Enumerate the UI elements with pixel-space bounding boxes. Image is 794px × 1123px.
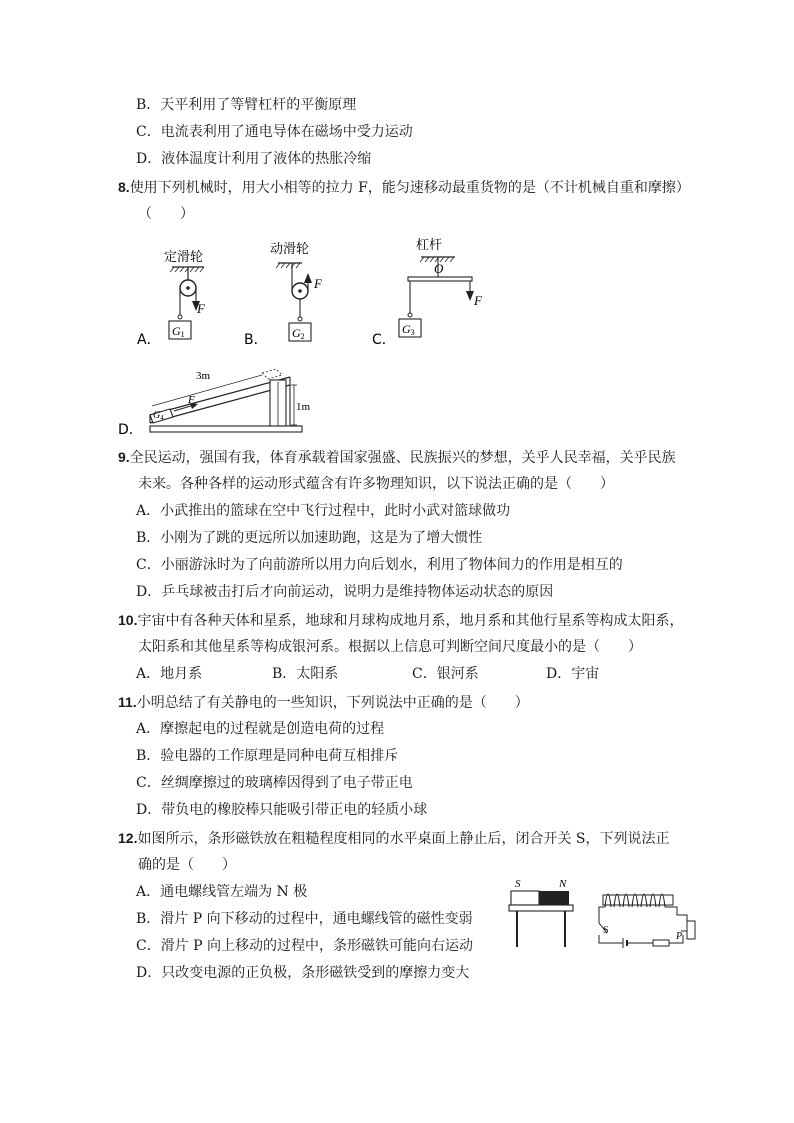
q12-number: 12. xyxy=(118,830,138,846)
q8-figure-a-fixed-pulley xyxy=(164,249,206,339)
fig-a-force: F xyxy=(197,301,205,316)
q11-stem xyxy=(118,693,529,712)
q12-option-d: D．只改变电源的正负极，条形磁铁受到的摩擦力变大 xyxy=(136,965,470,981)
q9-stem-line1: 全民运动，强国有我，体育承载着国家强盛、民族振兴的梦想，关乎人民幸福，关乎民族 xyxy=(129,450,676,466)
q8-option-d-label: D． xyxy=(118,422,143,438)
q8-figure-d-incline xyxy=(150,369,311,432)
q10-stem xyxy=(118,611,683,630)
q8-option-b-label: B． xyxy=(244,332,268,348)
q11-option-d: D．带负电的橡胶棒只能吸引带正电的轻质小球 xyxy=(136,802,428,818)
q11-option-c: C．丝绸摩擦过的玻璃棒因得到了电子带正电 xyxy=(136,775,413,791)
fig-b-force: F xyxy=(314,276,322,291)
q10-number: 10. xyxy=(118,612,138,628)
q12-option-a: A．通电螺线管左端为 N 极 xyxy=(136,884,308,900)
q9-option-b: B．小刚为了跳的更远所以加速助跑，这是为了增大惯性 xyxy=(136,530,483,546)
fig-d-force: F xyxy=(188,394,195,406)
fig-a-g-sub: 1 xyxy=(180,330,185,339)
q12-stem xyxy=(118,829,670,848)
q11-option-b: B．验电器的工作原理是同种电荷互相排斥 xyxy=(136,748,399,764)
q10-option-a: A．地月系 xyxy=(136,666,203,682)
q8-option-a-label: A． xyxy=(137,332,161,348)
fig-b-title: 动滑轮 xyxy=(270,242,310,257)
q8-number: 8. xyxy=(118,179,130,195)
fig-a-title: 定滑轮 xyxy=(164,250,204,265)
fig-c-title: 杠杆 xyxy=(416,238,443,253)
fig-b-g: G xyxy=(292,326,301,340)
q10-stem-line2: 太阳系和其他星系等构成银河系。根据以上信息可判断空间尺度最小的是（ ） xyxy=(138,639,642,655)
q8-stem xyxy=(118,178,690,197)
fig-c-force: F xyxy=(474,293,482,308)
q9-option-d: D．乒乓球被击打后才向前运动，说明力是维持物体运动状态的原因 xyxy=(136,584,554,600)
q8-figure-b-movable-pulley xyxy=(270,241,323,341)
fig-d-length: 3m xyxy=(196,370,211,382)
fig12-p-label: P xyxy=(676,931,683,942)
fig-c-g: G xyxy=(402,322,411,336)
q12-option-c: C．滑片 P 向上移动的过程中，条形磁铁可能向右运动 xyxy=(136,938,474,954)
q12-stem-line1: 如图所示，条形磁铁放在粗糙程度相同的水平桌面上静止后，闭合开关 S，下列说法正 xyxy=(137,831,670,847)
fig-a-g: G xyxy=(172,324,181,338)
q8-option-c-label: C． xyxy=(372,332,396,348)
fig12-switch-label: S xyxy=(603,925,609,936)
q8-stem-line2: （ ） xyxy=(138,206,194,222)
q8-stem-line1: 使用下列机械时，用大小相等的拉力 F，能匀速移动最重货物的是（不计机械自重和摩擦） xyxy=(129,180,690,196)
fig-b-g-sub: 2 xyxy=(300,332,305,341)
fig-c-g-sub: 3 xyxy=(410,328,415,337)
q8-figures xyxy=(0,225,794,445)
q10-option-c: C．银河系 xyxy=(412,666,479,682)
q11-option-a: A．摩擦起电的过程就是创造电荷的过程 xyxy=(136,721,385,737)
q12-figure xyxy=(505,875,705,955)
q12-option-b: B．滑片 P 向下移动的过程中，通电螺线管的磁性变弱 xyxy=(136,911,473,927)
q9-stem xyxy=(118,448,676,467)
fig-c-pivot: O xyxy=(434,261,444,276)
fig-d-g-sub: 4 xyxy=(160,414,164,422)
q8-figure-c-lever xyxy=(399,237,483,337)
q7-option-d: D．液体温度计利用了液体的热胀冷缩 xyxy=(136,151,372,167)
fig12-s-label: S xyxy=(515,878,521,890)
q9-option-c: C．小丽游泳时为了向前游所以用力向后划水，利用了物体间力的作用是相互的 xyxy=(136,557,623,573)
q10-option-b: B．太阳系 xyxy=(272,666,339,682)
q10-stem-line1: 宇宙中有各种天体和星系，地球和月球构成地月系，地月系和其他行星系等构成太阳系， xyxy=(137,613,684,629)
q10-option-d: D．宇宙 xyxy=(546,666,600,682)
q9-stem-line2: 未来。各种各样的运动形式蕴含有许多物理知识，以下说法正确的是（ ） xyxy=(138,476,614,492)
q9-option-a: A．小武推出的篮球在空中飞行过程中，此时小武对篮球做功 xyxy=(136,503,511,519)
fig-d-height: 1m xyxy=(296,401,311,413)
q9-number: 9. xyxy=(118,449,130,465)
fig-d-g: G xyxy=(153,410,161,421)
q12-stem-line2: 确的是（ ） xyxy=(138,857,236,873)
fig12-n-label: N xyxy=(559,878,567,890)
q11-number: 11. xyxy=(118,694,137,710)
q11-stem-line1: 小明总结了有关静电的一些知识，下列说法中正确的是（ ） xyxy=(136,695,529,711)
q7-option-c: C．电流表利用了通电导体在磁场中受力运动 xyxy=(136,124,413,140)
q7-option-b: B．天平利用了等臂杠杆的平衡原理 xyxy=(136,97,357,113)
